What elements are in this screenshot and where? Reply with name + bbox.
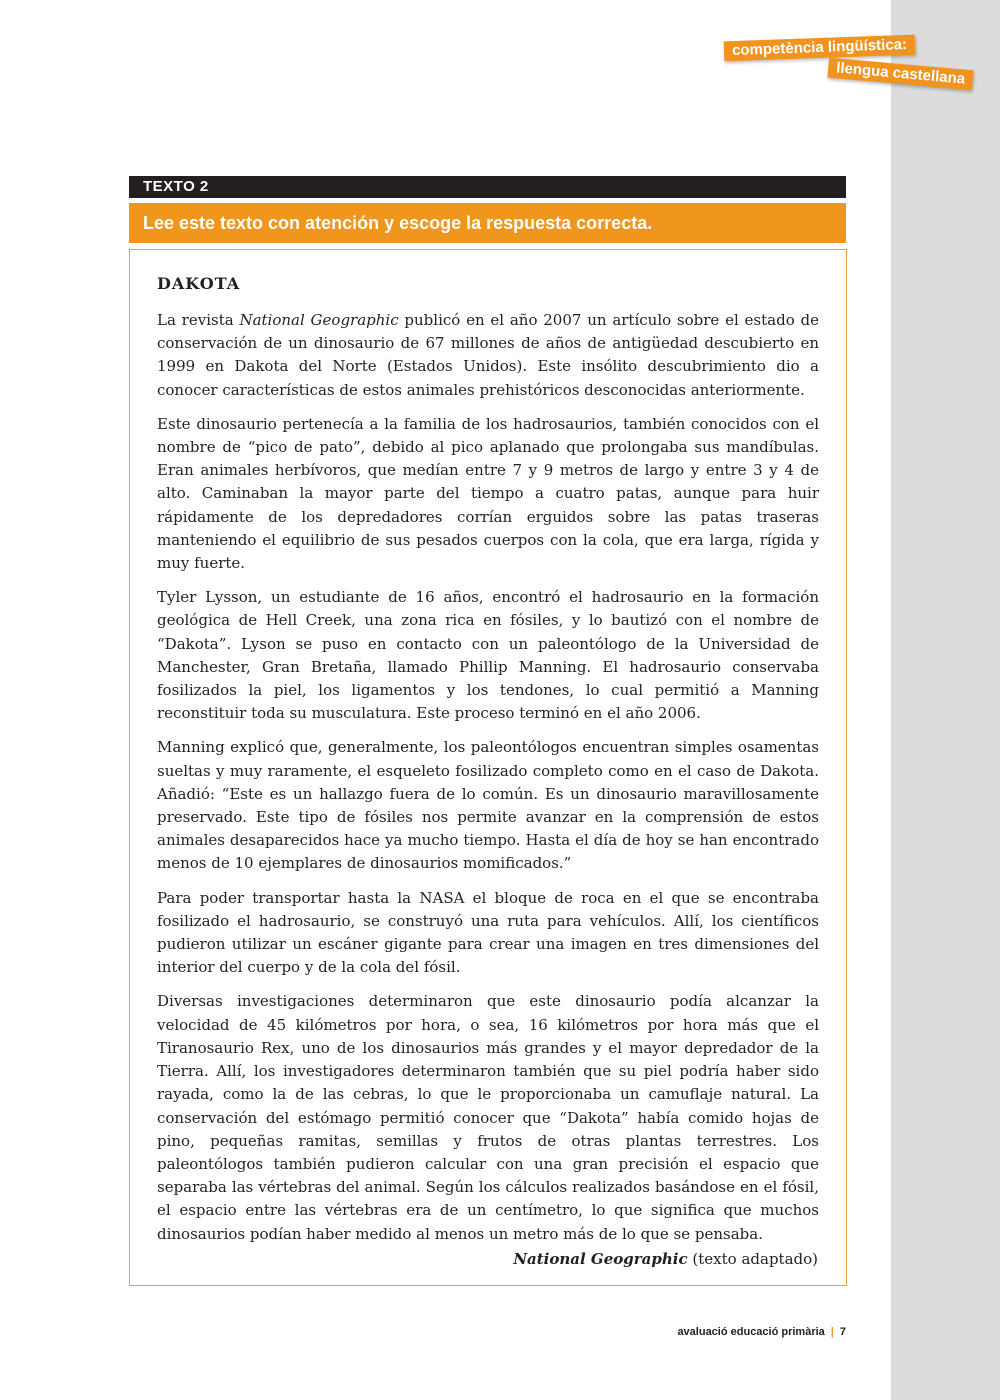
subject-tag-language: llengua castellana	[827, 58, 973, 91]
article-source	[513, 1250, 818, 1268]
paragraph-5: Para poder transportar hasta la NASA el bloque de roca en el que se encontraba fosilizado el hadrosaurio, se construyó una ruta para vehículos. Allí, los científicos pudieron utilizar un escáner gigante para crear una imagen en tres dimensiones del interior del cuerpo y de la cola del fósil.	[157, 888, 819, 977]
paragraph-1-start: La revista	[157, 311, 240, 329]
page-number: 7	[839, 1326, 846, 1338]
instruction-bar: Lee este texto con atención y escoge la respuesta correcta.	[129, 203, 846, 243]
source-note: (texto adaptado)	[687, 1250, 818, 1268]
side-strip	[891, 0, 1000, 1400]
paragraph-6: Diversas investigaciones determinaron que este dinosaurio podía alcanzar la velocidad de 45 kilómetros por hora, o sea, 16 kilómetros por hora más que el Tiranosaurio Rex, uno de los dinosaurios más grandes y el mayor depredador de la Tierra. Allí, los investigadores determinaron también que su piel podría haber sido rayada, como la de las cebras, lo que le proporcionaba un camuflaje natural. La conservación del estómago permitió conocer que “Dakota” había comido hojas de pino, pequeñas ramitas, semillas y frutos de otras plantas terrestres. Los paleontólogos también pudieron calcular con una gran precisión el espacio que separaba las vértebras del animal. Según los cálculos realizados basándose en el fósil, el espacio entre las vértebras era de un centímetro, lo que significa que muchos dinosaurios podían haber medido al menos un metro más de lo que se pensaba.	[157, 992, 819, 1243]
paragraph-4: Manning explicó que, generalmente, los paleontólogos encuentran simples osamentas sueltas y muy raramente, el esqueleto fosilizado completo como en el caso de Dakota. Añadió: “Este es un hallazgo fuera de lo común. Es un dinosaurio maravillosamente preservado. Este tipo de fósiles nos permite avanzar en la comprensión de estos animales desaparecidos hace ya mucho tiempo. Hasta el día de hoy se han encontrado menos de 10 ejemplares de dinosaurios momificados.”	[157, 738, 819, 873]
section-label: TEXTO 2	[129, 176, 846, 198]
paragraph-1	[157, 309, 819, 402]
paragraph-3: Tyler Lysson, un estudiante de 16 años, encontró el hadrosaurio en la formación geológica de Hell Creek, una zona rica en fósiles, y lo bautizó con el nombre de “Dakota”. Lyson se puso en contacto con un paleontólogo de la Universidad de Manchester, Gran Bretaña, llamado Phillip Manning. El hadrosaurio conservaba fosilizados la piel, los ligamentos y los tendones, lo cual permitió a Manning reconstituir toda su musculatura. Este proceso terminó en el año 2006.	[157, 588, 819, 723]
page-footer	[677, 1326, 846, 1338]
footer-label: avaluació educació primària	[677, 1326, 825, 1338]
paragraph-2: Este dinosaurio pertenecía a la familia de los hadrosaurios, también conocidos con el nombre de “pico de pato”, debido al pico aplanado que prolongaba sus mandíbulas. Eran animales herbívoros, que medían entre 7 y 9 metros de largo y entre 3 y 4 de alto. Caminaban la mayor parte del tiempo a cuatro patas, aunque para huir rápidamente de los depredadores corrían erguidos sobre las patas traseras manteniendo el equilibrio de sus pesados cuerpos con la cola, que era larga, rígida y muy fuerte.	[157, 414, 819, 573]
footer-separator: |	[830, 1326, 834, 1338]
article-title: DAKOTA	[157, 274, 241, 293]
paragraph-1-rest: publicó en el año 2007 un artículo sobre el estado de conservación de un dinosaurio de 67 millones de años de antigüedad descubierto en 1999 en Dakota del Norte (Estados Unidos). Este insólito descubrimiento dio a conocer características de estos animales prehistóricos desconocidas anteriormente.	[157, 311, 819, 399]
magazine-name: National Geographic	[239, 311, 399, 329]
article-body	[157, 309, 819, 1257]
subject-tag-competence: competència lingüística:	[724, 35, 916, 62]
source-magazine: National Geographic	[513, 1250, 688, 1268]
